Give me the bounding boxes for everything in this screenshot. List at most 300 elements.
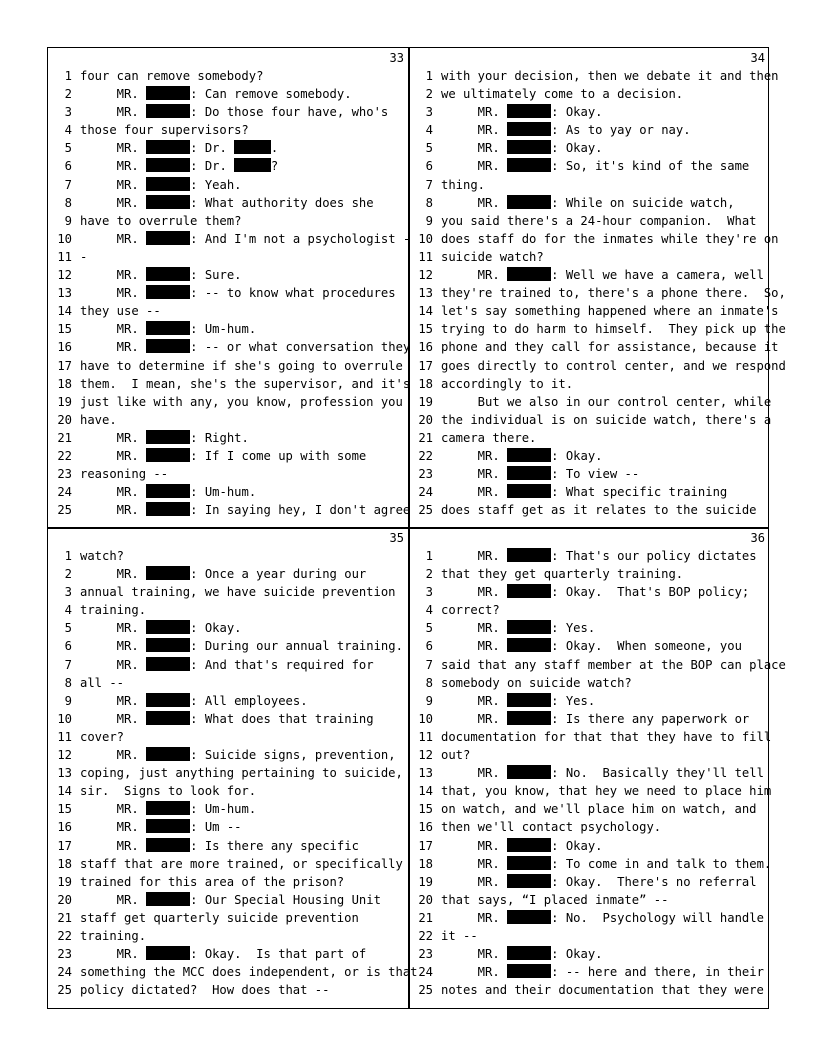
line-text xyxy=(80,139,278,157)
line-number: 19 xyxy=(418,874,433,889)
line-text xyxy=(80,121,249,139)
redaction-box xyxy=(146,801,190,815)
text-segment: : What specific training xyxy=(551,485,728,500)
line-text xyxy=(441,963,764,981)
text-segment: MR. xyxy=(441,141,508,156)
text-segment: MR. xyxy=(441,159,508,174)
line-number: 12 xyxy=(418,748,433,763)
line-number: 21 xyxy=(418,910,433,925)
text-segment: : Is there any paperwork or xyxy=(551,711,750,726)
line-text xyxy=(80,284,396,302)
text-segment: : No. Psychology will handle xyxy=(551,910,764,925)
text-segment: : As to yay or nay. xyxy=(551,123,691,138)
line-text xyxy=(80,67,263,85)
line-number: 23 xyxy=(418,947,433,962)
line-number: 1 xyxy=(425,549,433,563)
text-segment: goes directly to control center, and we respond xyxy=(441,358,786,373)
line-number: 21 xyxy=(418,430,433,445)
line-text xyxy=(80,710,374,728)
text-segment: they're trained to, there's a phone there. So, xyxy=(441,286,786,301)
line-number: 23 xyxy=(418,467,433,482)
text-segment: : Yeah. xyxy=(190,177,242,192)
redaction-box xyxy=(507,548,551,562)
line-number: 7 xyxy=(425,657,433,672)
text-segment: : Um-hum. xyxy=(190,322,257,337)
text-segment: : Yes. xyxy=(551,621,596,636)
line-text xyxy=(80,85,352,103)
line-number: 3 xyxy=(425,105,433,120)
redaction-box xyxy=(146,430,190,444)
text-segment: : Is there any specific xyxy=(190,838,359,853)
redaction-box xyxy=(146,946,190,960)
page-35 xyxy=(52,529,418,1007)
page-34 xyxy=(413,49,786,527)
text-segment: watch? xyxy=(80,549,125,563)
line-text xyxy=(80,230,410,248)
text-segment: : Do those four have, who's xyxy=(190,105,389,120)
text-segment: does staff do for the inmates while they're on xyxy=(441,231,779,246)
line-number: 6 xyxy=(64,159,72,174)
line-text xyxy=(441,375,573,393)
line-text xyxy=(80,248,87,266)
redaction-box xyxy=(507,484,551,498)
line-text xyxy=(441,873,757,891)
text-segment: MR. xyxy=(441,585,508,600)
text-segment: four can remove somebody? xyxy=(80,69,264,83)
text-segment: : And that's required for xyxy=(190,657,374,672)
line-text xyxy=(80,601,146,619)
line-number: 17 xyxy=(418,838,433,853)
text-segment: MR. xyxy=(80,430,147,445)
line-number: 16 xyxy=(418,340,433,355)
redaction-box xyxy=(146,747,190,761)
text-segment: : Yes. xyxy=(551,693,596,708)
redaction-box xyxy=(146,231,190,245)
text-segment: notes and their documentation that they were xyxy=(441,983,764,998)
text-segment: on watch, and we'll place him on watch, and xyxy=(441,802,757,817)
line-text xyxy=(441,837,603,855)
text-segment: MR. xyxy=(80,231,147,246)
text-segment: MR. xyxy=(441,123,508,138)
line-text xyxy=(80,746,396,764)
redaction-box xyxy=(146,711,190,725)
line-text xyxy=(441,157,749,175)
redaction-box xyxy=(507,267,551,281)
line-text xyxy=(80,818,242,836)
text-segment: you said there's a 24-hour companion. What xyxy=(441,213,757,228)
text-segment: MR. xyxy=(80,195,147,210)
line-number: 9 xyxy=(64,693,72,708)
text-segment: MR. xyxy=(80,159,147,174)
text-segment: : Okay. xyxy=(551,838,603,853)
redaction-box xyxy=(507,874,551,888)
line-text xyxy=(441,891,668,909)
text-segment: said that any staff member at the BOP can place xyxy=(441,657,786,672)
text-segment: training. xyxy=(80,928,147,943)
text-segment: : No. Basically they'll tell xyxy=(551,766,764,781)
text-segment: : Our Special Housing Unit xyxy=(190,892,381,907)
line-text xyxy=(441,945,603,963)
line-text xyxy=(80,656,374,674)
text-segment: : While on suicide watch, xyxy=(551,195,735,210)
text-segment: that says, “I placed inmate” -- xyxy=(441,892,669,907)
line-number: 6 xyxy=(64,639,72,654)
text-segment: MR. xyxy=(441,105,508,120)
text-segment: them. I mean, she's the supervisor, and it's xyxy=(80,376,411,391)
line-number: 15 xyxy=(57,322,72,337)
line-text xyxy=(441,357,786,375)
line-number: 7 xyxy=(64,657,72,672)
text-segment: MR. xyxy=(441,711,508,726)
redaction-box xyxy=(146,158,190,172)
text-segment: MR. xyxy=(441,947,508,962)
page-number: 33 xyxy=(389,51,404,65)
page-33 xyxy=(52,49,412,527)
line-number: 5 xyxy=(425,141,433,156)
text-segment: trained for this area of the prison? xyxy=(80,874,345,889)
line-number: 5 xyxy=(64,621,72,636)
redaction-box xyxy=(507,946,551,960)
line-number: 11 xyxy=(57,249,72,264)
line-text xyxy=(441,248,544,266)
line-text xyxy=(80,547,124,565)
line-number: 13 xyxy=(57,766,72,781)
line-number: 6 xyxy=(425,159,433,174)
line-text xyxy=(80,963,418,981)
line-text xyxy=(441,320,786,338)
text-segment: training. xyxy=(80,603,147,618)
line-number: 20 xyxy=(57,412,72,427)
line-text xyxy=(80,565,366,583)
text-segment: : Um-hum. xyxy=(190,802,257,817)
line-text xyxy=(441,393,771,411)
text-segment: But we also in our control center, while xyxy=(441,394,772,409)
line-number: 11 xyxy=(418,729,433,744)
line-number: 21 xyxy=(57,910,72,925)
text-segment: trying to do harm to himself. They pick up the xyxy=(441,322,786,337)
line-number: 17 xyxy=(57,838,72,853)
line-text xyxy=(441,619,595,637)
line-text xyxy=(80,583,396,601)
redaction-box xyxy=(146,484,190,498)
line-number: 18 xyxy=(57,376,72,391)
line-text xyxy=(80,375,410,393)
line-number: 3 xyxy=(425,585,433,600)
line-text xyxy=(441,583,749,601)
text-segment: : Sure. xyxy=(190,268,242,283)
text-segment: : Okay. When someone, you xyxy=(551,639,742,654)
redaction-box xyxy=(507,466,551,480)
redaction-box xyxy=(146,620,190,634)
line-number: 8 xyxy=(425,675,433,690)
redaction-box xyxy=(507,693,551,707)
line-text xyxy=(80,782,256,800)
line-text xyxy=(441,429,536,447)
line-text xyxy=(80,674,124,692)
text-segment: correct? xyxy=(441,603,500,618)
line-text xyxy=(80,302,161,320)
text-segment: : In saying hey, I don't agree xyxy=(190,503,411,518)
text-segment: MR. xyxy=(441,965,508,980)
line-number: 25 xyxy=(57,503,72,518)
line-text xyxy=(441,547,757,565)
line-number: 22 xyxy=(57,448,72,463)
text-segment: MR. xyxy=(80,340,147,355)
page-number: 34 xyxy=(750,51,765,65)
redaction-box xyxy=(507,711,551,725)
text-segment: : Um-hum. xyxy=(190,485,257,500)
line-text xyxy=(80,176,242,194)
text-segment: MR. xyxy=(80,711,147,726)
text-segment: that they get quarterly training. xyxy=(441,567,684,582)
line-number: 25 xyxy=(57,983,72,998)
line-text xyxy=(80,465,168,483)
text-segment: MR. xyxy=(441,693,508,708)
line-number: 16 xyxy=(57,820,72,835)
text-segment: staff get quarterly suicide prevention xyxy=(80,910,359,925)
line-number: 18 xyxy=(57,856,72,871)
text-segment: : Okay. xyxy=(551,141,603,156)
line-number: 13 xyxy=(418,766,433,781)
line-text xyxy=(80,945,366,963)
line-number: 19 xyxy=(418,394,433,409)
line-text xyxy=(441,266,764,284)
line-number: 24 xyxy=(57,965,72,980)
line-text xyxy=(80,157,278,175)
text-segment: : Well we have a camera, well xyxy=(551,268,764,283)
line-number: 4 xyxy=(64,123,72,138)
text-segment: : During our annual training. xyxy=(190,639,403,654)
line-text xyxy=(80,692,308,710)
line-text xyxy=(80,266,242,284)
text-segment: have. xyxy=(80,412,117,427)
redaction-box xyxy=(146,502,190,516)
line-text xyxy=(80,619,242,637)
line-number: 22 xyxy=(418,448,433,463)
text-segment: : Okay. There's no referral xyxy=(551,874,757,889)
line-text xyxy=(441,465,639,483)
line-number: 2 xyxy=(64,87,72,102)
line-number: 5 xyxy=(64,141,72,156)
text-segment: : Right. xyxy=(190,430,249,445)
line-text xyxy=(80,891,381,909)
line-number: 9 xyxy=(425,693,433,708)
text-segment: : Okay. xyxy=(190,621,242,636)
text-segment: : -- here and there, in their xyxy=(551,965,764,980)
line-text xyxy=(441,855,771,873)
line-text xyxy=(441,85,683,103)
text-segment: MR. xyxy=(80,141,147,156)
line-text xyxy=(441,565,683,583)
redaction-box xyxy=(146,195,190,209)
line-number: 11 xyxy=(57,729,72,744)
line-number: 3 xyxy=(64,585,72,600)
line-text xyxy=(441,927,478,945)
line-text xyxy=(441,710,749,728)
text-segment: MR. xyxy=(80,947,147,962)
line-number: 22 xyxy=(57,928,72,943)
text-segment: : And I'm not a psychologist - xyxy=(190,231,411,246)
line-text xyxy=(441,411,771,429)
text-segment: : That's our policy dictates xyxy=(551,549,757,563)
line-number: 13 xyxy=(57,286,72,301)
page-number: 36 xyxy=(750,531,765,545)
line-number: 10 xyxy=(418,711,433,726)
line-text xyxy=(80,837,359,855)
line-number: 7 xyxy=(425,177,433,192)
text-segment: MR. xyxy=(441,549,508,563)
line-number: 8 xyxy=(64,195,72,210)
text-segment: MR. xyxy=(80,567,147,582)
line-text xyxy=(441,728,771,746)
text-segment: MR. xyxy=(441,838,508,853)
redaction-box xyxy=(146,638,190,652)
line-text xyxy=(441,981,764,999)
text-segment: MR. xyxy=(80,892,147,907)
redaction-box xyxy=(507,140,551,154)
redaction-box xyxy=(146,321,190,335)
text-segment: MR. xyxy=(80,485,147,500)
text-segment: : Okay. xyxy=(551,105,603,120)
line-number: 22 xyxy=(418,928,433,943)
redaction-box xyxy=(146,339,190,353)
line-number: 23 xyxy=(57,467,72,482)
line-number: 17 xyxy=(57,358,72,373)
text-segment: MR. xyxy=(80,657,147,672)
line-text xyxy=(80,411,117,429)
line-text xyxy=(80,483,256,501)
redaction-box xyxy=(146,693,190,707)
text-segment: : All employees. xyxy=(190,693,308,708)
text-segment: something the MCC does independent, or is that xyxy=(80,965,418,980)
line-number: 18 xyxy=(418,856,433,871)
text-segment: : Once a year during our xyxy=(190,567,367,582)
text-segment: it -- xyxy=(441,928,478,943)
text-segment: policy dictated? How does that -- xyxy=(80,983,330,998)
line-text xyxy=(441,782,771,800)
line-number: 20 xyxy=(57,892,72,907)
line-text xyxy=(441,194,735,212)
text-segment: thing. xyxy=(441,177,486,192)
line-number: 25 xyxy=(418,503,433,518)
line-number: 19 xyxy=(57,874,72,889)
line-number: 15 xyxy=(418,322,433,337)
redaction-box xyxy=(507,448,551,462)
line-text xyxy=(441,103,603,121)
line-text xyxy=(441,121,691,139)
text-segment: : Suicide signs, prevention, xyxy=(190,748,396,763)
text-segment: MR. xyxy=(441,448,508,463)
text-segment: reasoning -- xyxy=(80,467,169,482)
text-segment: : Dr. xyxy=(190,159,235,174)
line-number: 12 xyxy=(418,268,433,283)
line-number: 16 xyxy=(418,820,433,835)
redaction-box xyxy=(146,140,190,154)
text-segment: MR. xyxy=(441,268,508,283)
line-text xyxy=(80,501,410,519)
redaction-box xyxy=(146,892,190,906)
text-segment: all -- xyxy=(80,675,125,690)
line-text xyxy=(441,284,786,302)
line-text xyxy=(441,338,779,356)
redaction-box xyxy=(146,448,190,462)
text-segment: those four supervisors? xyxy=(80,123,249,138)
text-segment: MR. xyxy=(441,621,508,636)
text-segment: we ultimately come to a decision. xyxy=(441,87,684,102)
line-number: 18 xyxy=(418,376,433,391)
line-text xyxy=(80,855,403,873)
text-segment: MR. xyxy=(80,286,147,301)
line-number: 20 xyxy=(418,892,433,907)
line-number: 2 xyxy=(64,567,72,582)
redaction-box xyxy=(507,838,551,852)
line-number: 1 xyxy=(64,549,72,563)
text-segment: MR. xyxy=(441,195,508,210)
line-text xyxy=(441,501,757,519)
text-segment: phone and they call for assistance, because it xyxy=(441,340,779,355)
line-number: 2 xyxy=(425,567,433,582)
line-number: 1 xyxy=(425,69,433,83)
redaction-box xyxy=(234,158,271,172)
text-segment: somebody on suicide watch? xyxy=(441,675,632,690)
text-segment: MR. xyxy=(80,748,147,763)
line-text xyxy=(80,338,410,356)
line-number: 25 xyxy=(418,983,433,998)
line-text xyxy=(80,800,256,818)
line-number: 11 xyxy=(418,249,433,264)
text-segment: MR. xyxy=(80,639,147,654)
text-segment: camera there. xyxy=(441,430,537,445)
text-segment: MR. xyxy=(80,87,147,102)
line-text xyxy=(80,447,366,465)
text-segment: : What does that training xyxy=(190,711,374,726)
text-segment: MR. xyxy=(80,820,147,835)
line-number: 24 xyxy=(418,485,433,500)
text-segment: : -- to know what procedures xyxy=(190,286,396,301)
redaction-box xyxy=(507,638,551,652)
line-text xyxy=(80,320,256,338)
line-number: 23 xyxy=(57,947,72,962)
redaction-box xyxy=(507,584,551,598)
line-number: 24 xyxy=(418,965,433,980)
line-text xyxy=(441,67,779,85)
text-segment: they use -- xyxy=(80,304,161,319)
text-segment: MR. xyxy=(80,693,147,708)
line-text xyxy=(441,601,500,619)
redaction-box xyxy=(507,765,551,779)
line-text xyxy=(80,728,124,746)
redaction-box xyxy=(507,104,551,118)
redaction-box xyxy=(507,964,551,978)
line-number: 12 xyxy=(57,268,72,283)
line-number: 24 xyxy=(57,485,72,500)
line-number: 19 xyxy=(57,394,72,409)
redaction-box xyxy=(234,140,271,154)
text-segment: documentation for that that they have to fill xyxy=(441,729,772,744)
line-number: 21 xyxy=(57,430,72,445)
text-segment: MR. xyxy=(441,910,508,925)
text-segment: : So, it's kind of the same xyxy=(551,159,750,174)
line-text xyxy=(441,447,603,465)
line-text xyxy=(441,302,779,320)
text-segment: let's say something happened where an inmate's xyxy=(441,304,779,319)
text-segment: MR. xyxy=(441,874,508,889)
line-number: 13 xyxy=(418,286,433,301)
line-number: 14 xyxy=(418,784,433,799)
line-text xyxy=(441,656,786,674)
line-text xyxy=(80,357,403,375)
text-segment: : What authority does she xyxy=(190,195,374,210)
